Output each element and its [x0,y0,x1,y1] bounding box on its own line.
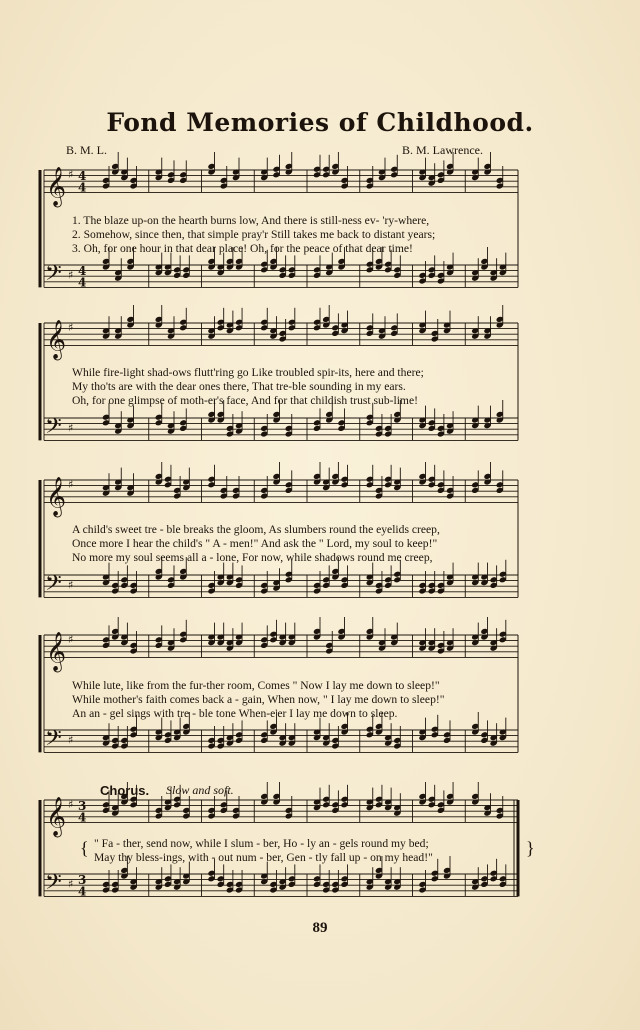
composer-credit: B. M. Lawrence. [402,143,483,157]
time-signature-bottom: 4 [78,275,87,290]
bass-clef: 𝄢 [45,260,62,291]
lyric-line: While lute, like from the fur-ther room, Comes " Now I lay me down to sleep!" [72,679,440,692]
lyric-line: Once more I hear the child's " A - men!" And ask the " Lord, my soul to keep!" [72,537,438,550]
treble-clef: 𝄞 [46,476,67,517]
time-signature-bottom: 4 [78,810,87,825]
lyric-line: No more my soul seems all a - lone, For now, while shadows round me creep, [72,551,433,564]
hymn-title: Fond Memories of Childhood. [106,108,534,137]
lyric-line: 2. Somehow, since then, that simple pray'r Still takes me back to distant years; [72,228,436,241]
lyric-line: While mother's faith comes back a - gain, When now, " I lay me down to sleep!" [72,693,445,706]
sharp-key-signature: ♯ [68,478,74,492]
sharp-key-signature: ♯ [68,321,74,335]
bass-clef: 𝄢 [45,869,62,900]
lyric-line: May thy bless-ings, with - out num - ber, Gen - tly fall up - on my head!" [94,851,433,864]
lyric-line: 1. The blaze up-on the hearth burns low, And there is still-ness ev- 'ry-where, [72,214,430,227]
tempo-marking: Slow and soft. [166,783,234,797]
time-signature-bottom: 4 [78,180,87,195]
sharp-key-signature: ♯ [68,798,74,812]
treble-clef: 𝄞 [46,796,67,837]
lyric-line: Oh, for one glimpse of moth-er's face, And for that childish trust sub-lime! [72,394,418,407]
treble-clef: 𝄞 [46,166,67,207]
time-signature-top: 3 [78,799,87,814]
lyric-line: My tho'ts are with the dear ones there, That tre-ble sounding in my ears. [72,380,406,393]
bass-clef: 𝄢 [45,725,62,756]
chorus-label: Chorus. [100,783,150,798]
time-signature-top: 4 [78,264,87,279]
treble-clef: 𝄞 [46,631,67,672]
time-signature-bottom: 4 [78,884,87,899]
sharp-key-signature: ♯ [68,877,74,891]
lyric-line: " Fa - ther, send now, while I slum - ber, Ho - ly an - gels round my bed; [94,837,429,850]
lyric-line: An an - gel sings with tre - ble tone When-e'er I lay me down to sleep. [72,707,398,720]
sharp-key-signature: ♯ [68,421,74,435]
sharp-key-signature: ♯ [68,578,74,592]
lyric-line: 3. Oh, for one hour in that dear place! Oh, for the peace of that dear time! [72,242,413,255]
time-signature-top: 4 [78,169,87,184]
lyric-line: A child's sweet tre - ble breaks the gloom, As slumbers round the eyelids creep, [72,523,440,536]
sharp-key-signature: ♯ [68,168,74,182]
lyric-line: While fire-light shad-ows flutt'ring go Like troubled spir-its, here and there; [72,366,424,379]
lyric-brace-right: } [526,838,535,858]
time-signature-top: 3 [78,873,87,888]
lyric-brace-left: { [80,838,89,858]
sharp-key-signature: ♯ [68,268,74,282]
bass-clef: 𝄢 [45,570,62,601]
page-number: 89 [312,920,328,936]
treble-clef: 𝄞 [46,319,67,360]
lyricist-credit: B. M. L. [66,143,108,157]
sharp-key-signature: ♯ [68,733,74,747]
bass-clef: 𝄢 [45,413,62,444]
sharp-key-signature: ♯ [68,633,74,647]
